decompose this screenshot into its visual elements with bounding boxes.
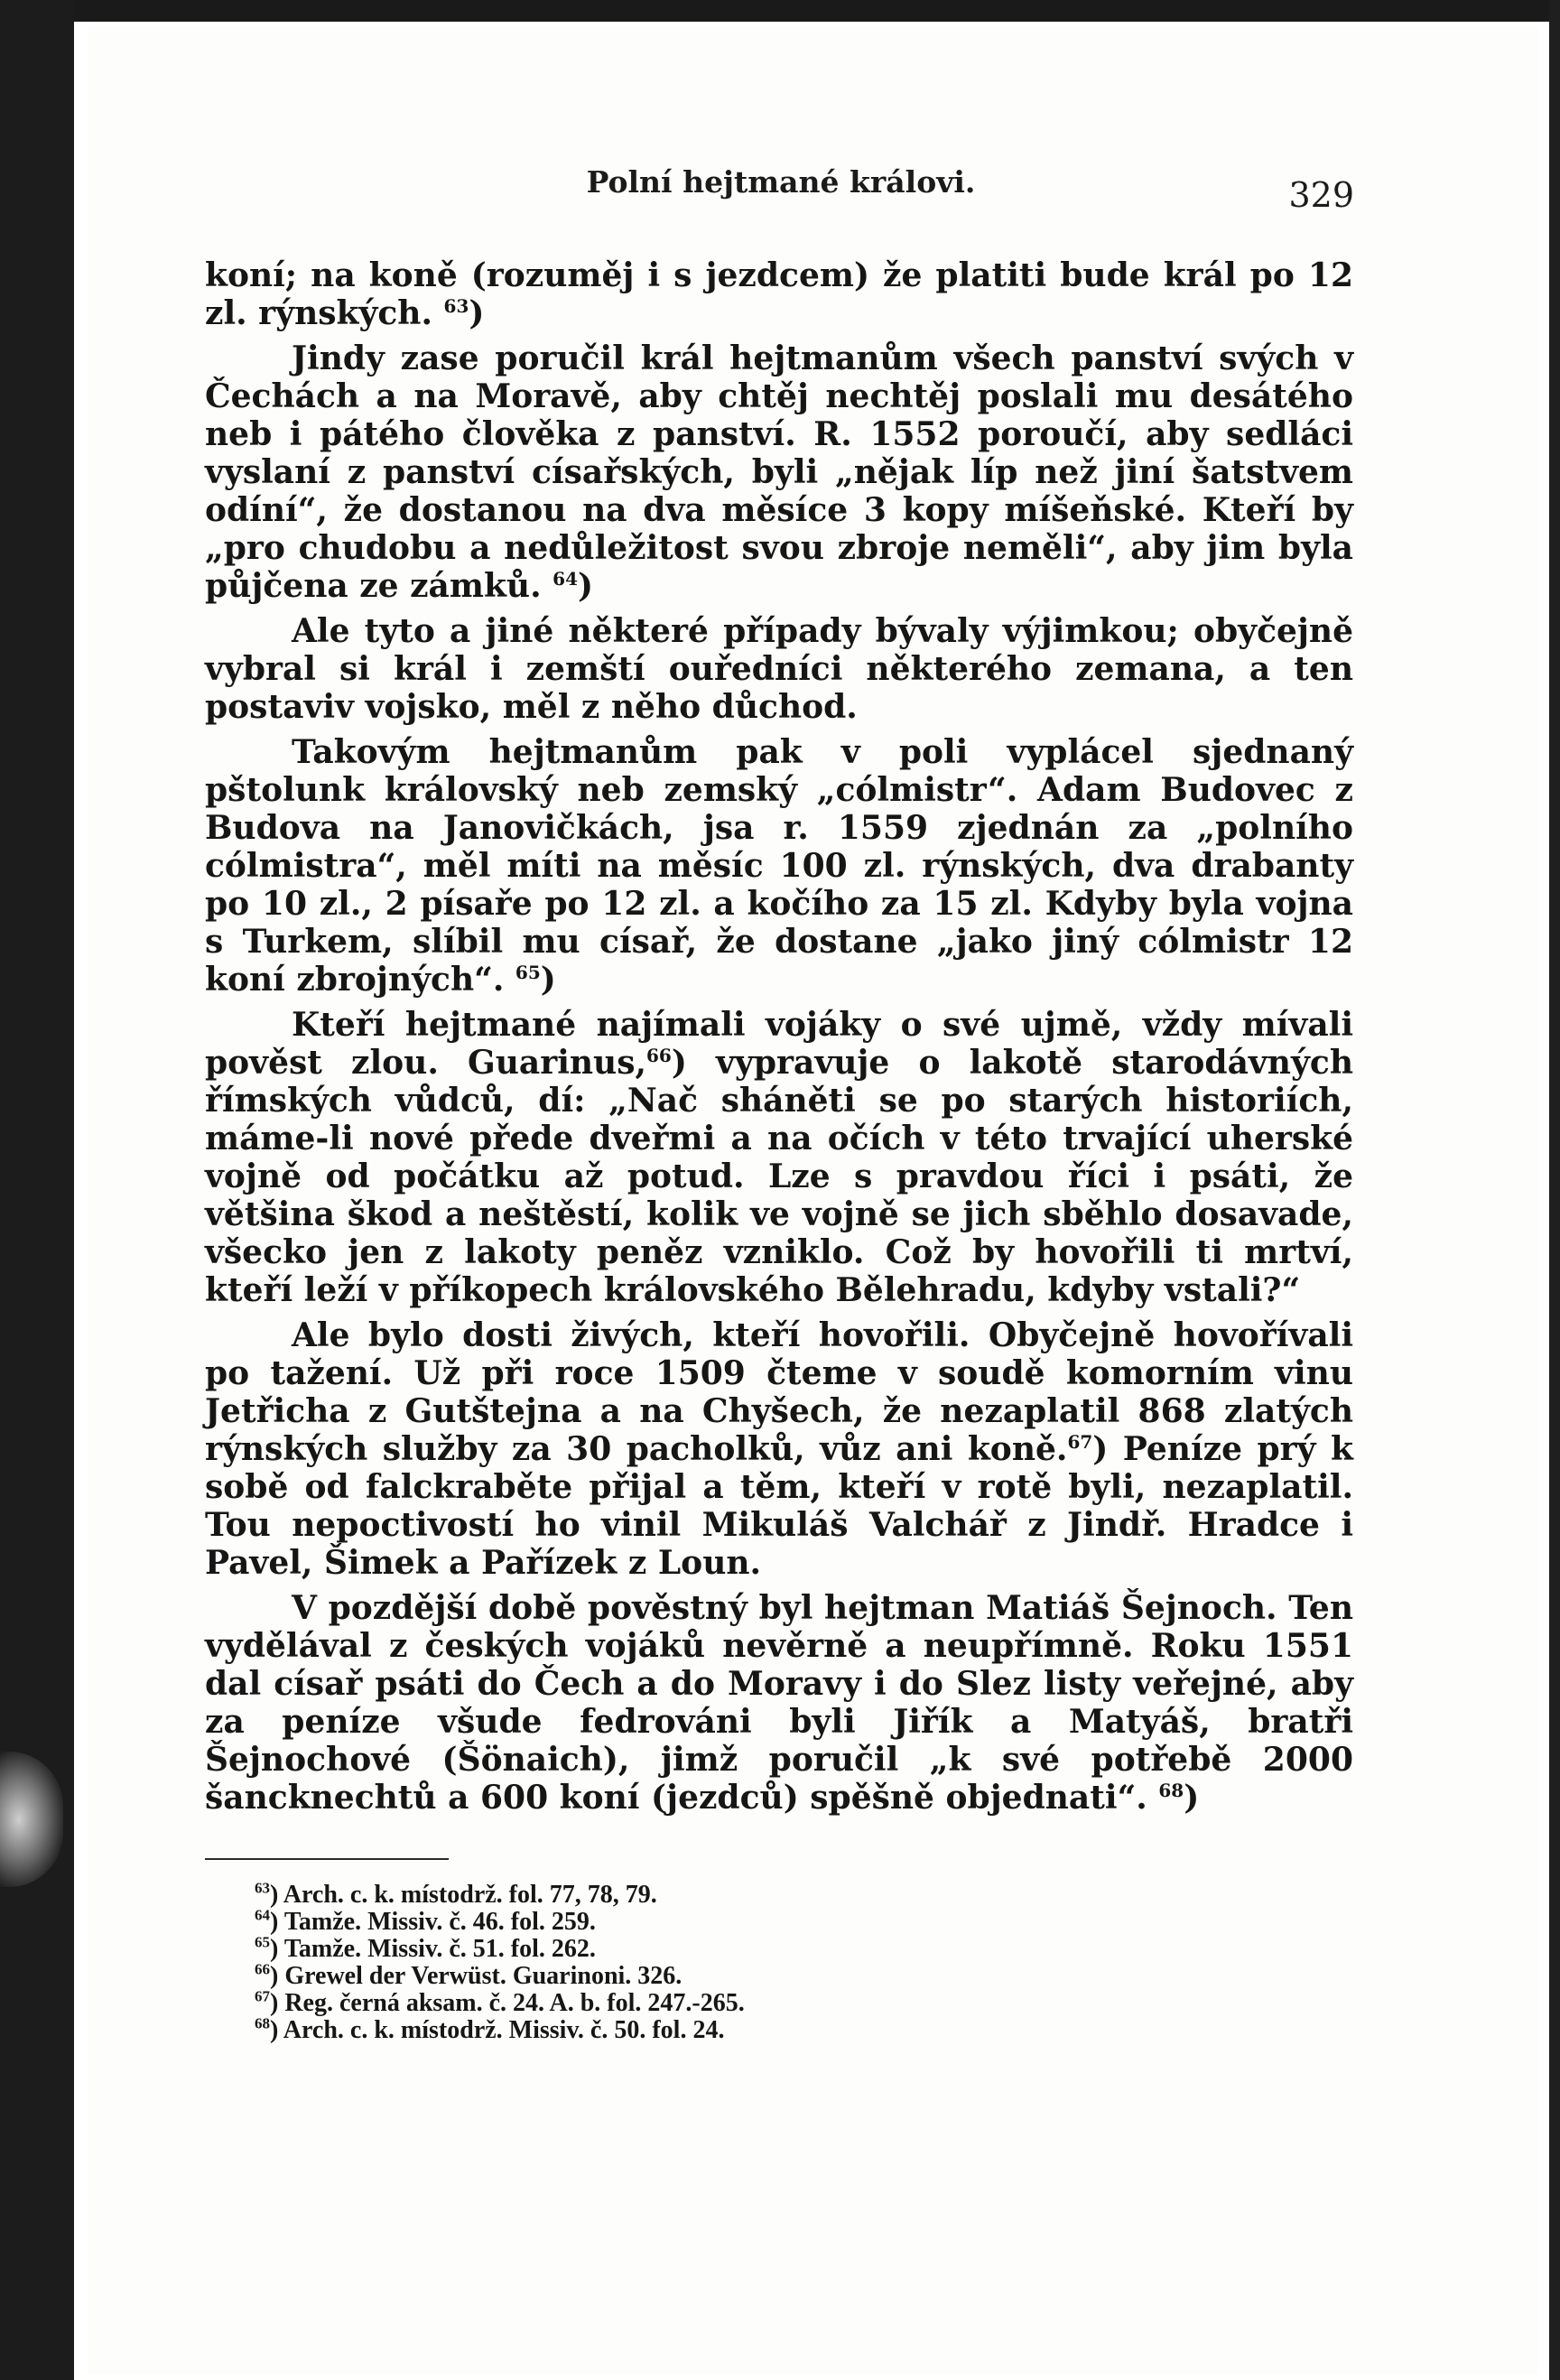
footnotes — [255, 1879, 1248, 2044]
footnote — [255, 2014, 1248, 2044]
paragraph — [205, 1006, 1353, 1309]
footnote-number: 67 — [255, 1987, 270, 2005]
paragraph — [205, 612, 1353, 726]
footnote-ref[interactable]: 65 — [515, 962, 541, 983]
paragraph — [205, 1316, 1353, 1582]
footnote — [255, 1906, 1248, 1936]
footnote-ref[interactable]: 67 — [1067, 1431, 1093, 1453]
page-number: 329 — [1288, 175, 1354, 215]
footnote — [255, 1960, 1248, 1990]
footnote — [255, 1987, 1248, 2017]
scan-edge-right — [1549, 0, 1560, 2380]
paragraph-text: ) — [469, 294, 485, 332]
paragraph — [205, 256, 1353, 332]
footnote-text: ) Arch. c. k. místodrž. fol. 77, 78, 79. — [270, 1881, 657, 1909]
paragraph-text: koní; na koně (rozuměj i s jezdcem) že platiti bude král po 12 zl. rýnských. — [205, 256, 1353, 332]
paragraph-text: Takovým hejtmanům pak v poli vyplácel sjednaný pštolunk královský neb zemský „cólmistr“. Adam Budovec z Budova na Janovičkách, jsa r. 1559 zjednán za „polního cólmistra“, měl míti na měsíc 100 zl. rýnských, dva drabanty po 10 zl., 2 písaře po 12 zl. a kočího za 15 zl. Kdyby byla vojna s Turkem, slíbil mu císař, že dostane „jako jiný cólmistr 12 koní zbrojných“. — [205, 733, 1353, 999]
footnote-number: 65 — [255, 1933, 270, 1951]
footnote — [255, 1879, 1248, 1909]
paragraph-text: ) vypravuje o lakotě starodávných římských vůdců, dí: „Nač sháněti se po starých historiích, máme-li nové přede dveřmi a na očích v této trvající uherské vojně od počátku až potud. Lze s pravdou říci i psáti, že většina škod a neštěstí, kolik ve vojně se jich sběhlo dosavade, všecko jen z lakoty peněz vzniklo. Což by hovořili ti mrtví, kteří leží v příkopech královského Bělehradu, kdyby vstali?“ — [205, 1044, 1353, 1309]
paragraph — [205, 339, 1353, 605]
running-title: Polní hejtmané královi. — [586, 164, 976, 200]
paragraph-text: ) — [578, 567, 594, 605]
footnote-number: 64 — [255, 1906, 270, 1924]
footnote-text: ) Arch. c. k. místodrž. Missiv. č. 50. fol. 24. — [270, 2016, 725, 2044]
footnote-ref[interactable]: 68 — [1158, 1780, 1184, 1801]
paragraph-text: Jindy zase poručil král hejtmanům všech panství svých v Čechách a na Moravě, aby chtěj nechtěj poslali mu desátého neb i pátého člověka z panství. R. 1552 poroučí, aby sedláci vyslaní z panství císařských, byli „nějak líp než jiní šatstvem odíní“, že dostanou na dva měsíce 3 kopy míšeňské. Kteří by „pro chudobu a nedůležitost svou zbroje neměli“, aby jim byla půjčena ze zámků. — [205, 339, 1353, 605]
footnote-text: ) Tamže. Missiv. č. 46. fol. 259. — [270, 1908, 596, 1936]
scan-edge-top — [0, 0, 1560, 22]
paragraph-text: ) Peníze prý k sobě od falckraběte přijal a těm, kteří v rotě byli, nezaplatil. Tou nepoctivostí ho vinil Mikuláš Valchář z Jindř. Hradce i Pavel, Šimek a Pařízek z Loun. — [205, 1430, 1353, 1582]
scan-edge-left — [0, 0, 74, 2380]
paragraph-text: Ale bylo dosti živých, kteří hovořili. Obyčejně hovořívali po tažení. Už při roce 1509 čteme v soudě komorním vinu Jetřicha z Gutštejna a na Chyšech, že nezaplatil 868 zlatých rýnských služby za 30 pacholků, vůz ani koně. — [205, 1316, 1353, 1468]
footnote-text: ) Reg. černá aksam. č. 24. A. b. fol. 247.-265. — [270, 1989, 745, 2017]
footnote-ref[interactable]: 63 — [443, 295, 469, 317]
paragraph-text: Ale tyto a jiné některé případy bývaly výjimkou; obyčejně vybral si král i zemští ouředníci některého zemana, a ten postaviv vojsko, měl z něho důchod. — [205, 612, 1353, 726]
footnote-divider — [205, 1858, 449, 1860]
footnote — [255, 1933, 1248, 1963]
footnote-text: ) Grewel der Verwüst. Guarinoni. 326. — [270, 1962, 682, 1990]
page-header — [208, 163, 1354, 215]
footnote-number: 66 — [255, 1960, 270, 1978]
paragraph — [205, 733, 1353, 999]
footnote-ref[interactable]: 64 — [552, 568, 578, 590]
paragraph-text: Kteří hejtmané najímali vojáky o své ujmě, vždy mívali pověst zlou. Guarinus, — [205, 1006, 1353, 1082]
paragraph — [205, 1589, 1353, 1817]
body-text — [205, 256, 1353, 1824]
footnote-number: 68 — [255, 2014, 270, 2032]
paragraph-text: ) — [1184, 1779, 1200, 1817]
footnote-ref[interactable]: 66 — [646, 1045, 672, 1066]
paragraph-text: V pozdější době pověstný byl hejtman Matiáš Šejnoch. Ten vydělával z českých vojáků nevěrně a neupřímně. Roku 1551 dal císař psáti do Čech a do Moravy i do Slez listy veřejné, aby za peníze všude fedrováni byli Jiřík a Matyáš, bratři Šejnochové (Šönaich), jimž poručil „k své potřebě 2000 šancknechtů a 600 koní (jezdců) spěšně objednati“. — [205, 1589, 1353, 1817]
footnote-text: ) Tamže. Missiv. č. 51. fol. 262. — [270, 1935, 596, 1963]
footnote-number: 63 — [255, 1879, 270, 1897]
paragraph-text: ) — [540, 961, 556, 999]
